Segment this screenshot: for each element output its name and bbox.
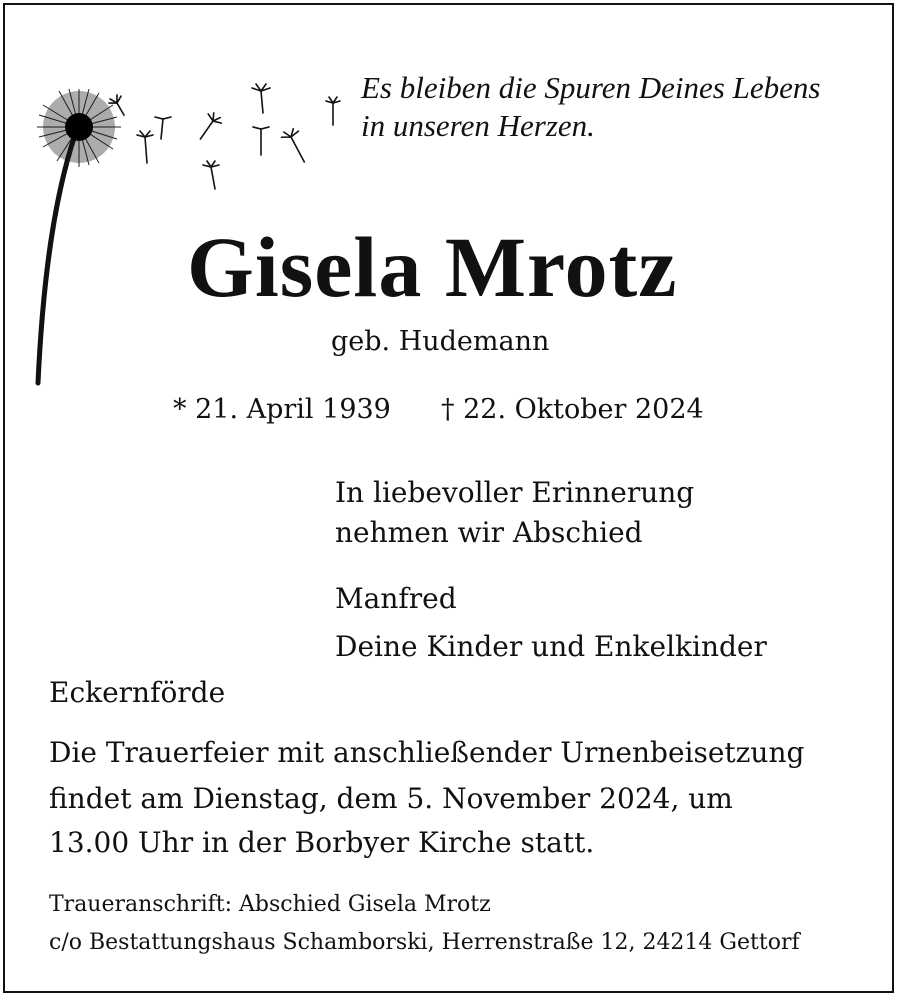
farewell-line-1: In liebevoller Erinnerung (335, 476, 695, 509)
deceased-name: Gisela Mrotz (187, 219, 678, 315)
birth-date: * 21. April 1939 (173, 394, 391, 425)
maiden-name: geb. Hudemann (331, 326, 550, 357)
mourner-1: Manfred (335, 582, 457, 615)
death-date: † 22. Oktober 2024 (441, 394, 704, 425)
place: Eckernförde (49, 676, 226, 709)
mourner-2: Deine Kinder und Enkelkinder (335, 630, 767, 663)
quote-line-2: in unseren Herzen. (361, 108, 595, 143)
address-line-2: c/o Bestattungshaus Schamborski, Herrenstraße 12, 24214 Gettorf (49, 930, 800, 955)
service-line-2: findet am Dienstag, dem 5. November 2024, um (49, 782, 733, 815)
quote-line-1: Es bleiben die Spuren Deines Lebens (361, 70, 821, 105)
service-line-3: 13.00 Uhr in der Borbyer Kirche statt. (49, 826, 595, 859)
farewell-line-2: nehmen wir Abschied (335, 516, 643, 549)
service-line-1: Die Trauerfeier mit anschließender Urnenbeisetzung (49, 736, 805, 769)
notice-frame (3, 3, 894, 993)
address-line-1: Traueranschrift: Abschied Gisela Mrotz (49, 892, 491, 917)
